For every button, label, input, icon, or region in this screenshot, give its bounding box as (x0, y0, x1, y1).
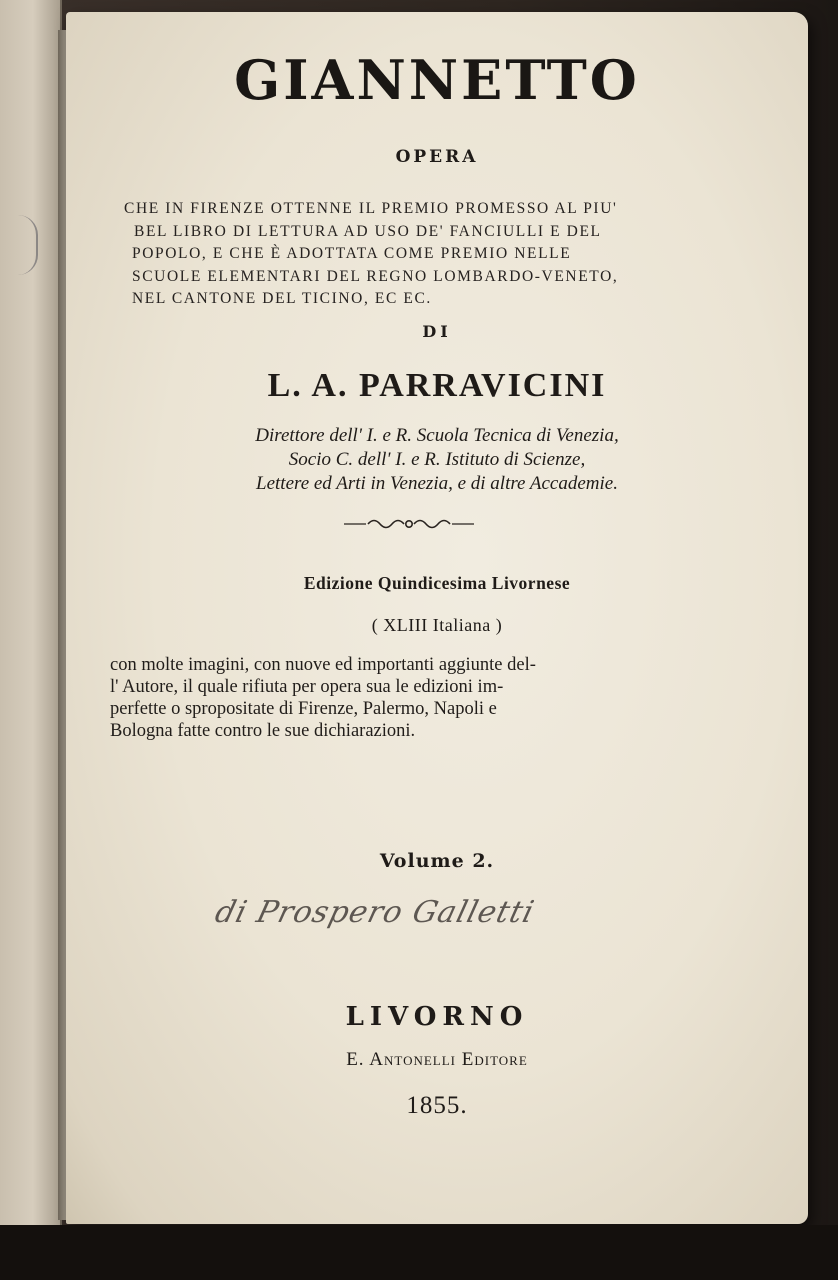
notes-line: con molte imagini, con nuove ed importanti aggiunte del- (110, 655, 536, 675)
author-credentials (66, 424, 808, 496)
notes-line: l' Autore, il quale rifiuta per opera sua le edizioni im- (110, 677, 504, 697)
title-page (66, 12, 808, 1224)
publication-city: LIVORNO (345, 1002, 529, 1032)
credential-line: Lettere ed Arti in Venezia, e di altre Accademie. (256, 473, 618, 494)
notes-line: perfette o spropositate di Firenze, Palermo, Napoli e (110, 699, 497, 719)
by-label: DI (422, 322, 452, 341)
credential-line: Direttore dell' I. e R. Scuola Tecnica di Venezia, (255, 425, 619, 446)
publication-year: 1855. (406, 1092, 468, 1119)
book-title: GIANNETTO (234, 48, 640, 112)
book-subtitle: OPERA (395, 147, 479, 167)
ornament-divider (344, 514, 474, 534)
description-block (124, 198, 694, 311)
handwritten-inscription: di Prospero Galletti (211, 895, 539, 930)
edition-note: ( XLIII Italiana ) (371, 615, 503, 635)
author-name: L. A. PARRAVICINI (267, 367, 607, 404)
description-line: POPOLO, E CHE È ADOTTATA COME PREMIO NELLE (132, 245, 572, 262)
credential-line: Socio C. dell' I. e R. Istituto di Scienze, (288, 449, 586, 470)
description-line: NEL CANTONE DEL TICINO, EC EC. (132, 290, 432, 307)
description-line: SCUOLE ELEMENTARI DEL REGNO LOMBARDO-VENETO, (132, 267, 619, 285)
description-line: CHE IN FIRENZE OTTENNE IL PREMIO PROMESSO AL PIU' (124, 200, 618, 217)
left-page-ink-mark (6, 215, 38, 275)
notes-line: Bologna fatte contro le sue dichiarazioni. (110, 721, 416, 741)
publisher-name: E. Antonelli Editore (346, 1049, 528, 1070)
volume-label: Volume 2. (379, 850, 495, 872)
edition-label: Edizione Quindicesima Livornese (303, 573, 571, 593)
bottom-shadow (0, 1225, 838, 1280)
notes-block (110, 654, 702, 742)
left-page-edge (0, 0, 62, 1230)
description-line: BEL LIBRO DI LETTURA AD USO DE' FANCIULLI E DEL (134, 222, 602, 240)
